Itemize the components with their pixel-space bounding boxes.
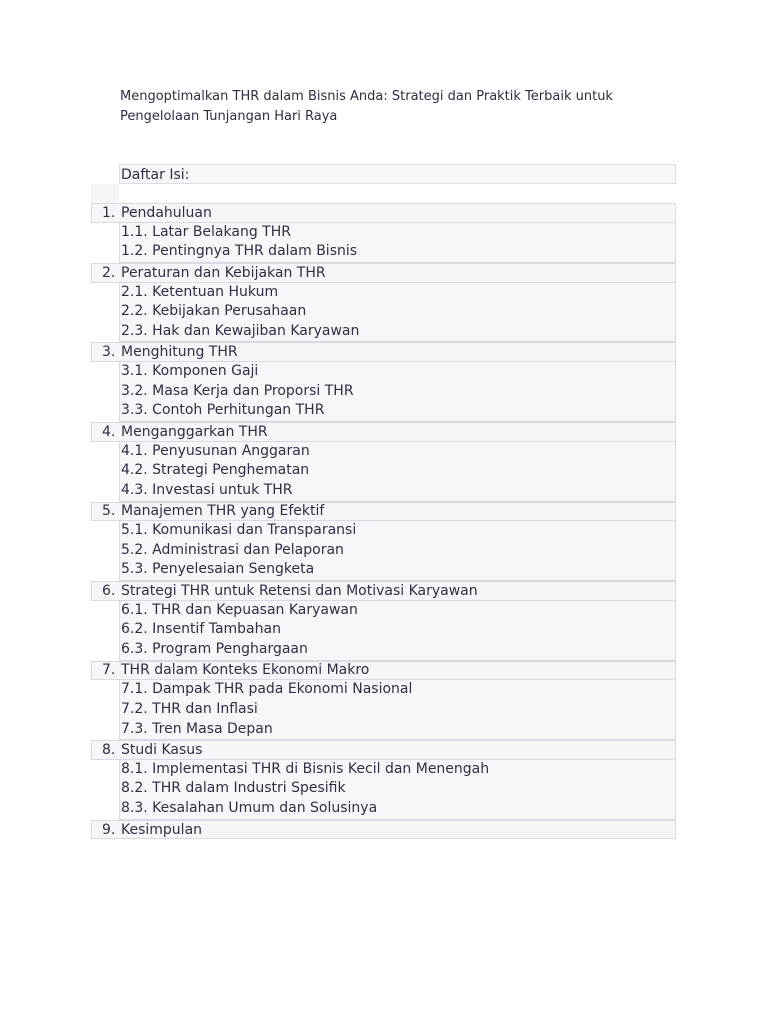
toc-subsection-item: 2.1. Ketentuan Hukum — [121, 283, 279, 300]
toc-chapter-row — [91, 661, 676, 681]
toc-subsection-item: 2.3. Hak dan Kewajiban Karyawan — [121, 322, 360, 339]
toc-section — [91, 263, 676, 343]
table-of-contents — [91, 203, 676, 839]
toc-subsection-item: 4.3. Investasi untuk THR — [121, 481, 293, 498]
toc-chapter-number: 8. — [102, 742, 116, 758]
toc-subsection-item: 1.1. Latar Belakang THR — [121, 223, 291, 240]
toc-chapter-row — [91, 581, 676, 601]
toc-chapter-number-cell — [92, 742, 120, 758]
toc-section — [91, 422, 676, 502]
toc-chapter-number-cell — [92, 662, 120, 678]
toc-subsection-item: 3.1. Komponen Gaji — [121, 363, 259, 380]
toc-section — [91, 661, 676, 741]
toc-chapter-number: 5. — [102, 503, 116, 520]
toc-chapter-row — [91, 342, 676, 362]
toc-subsection-list — [119, 362, 676, 422]
toc-chapter-label: Peraturan dan Kebijakan THR — [121, 264, 326, 281]
toc-subsection-item: 8.2. THR dalam Industri Spesifik — [121, 780, 346, 797]
toc-subsection-list — [119, 223, 676, 263]
toc-chapter-number-cell — [92, 205, 120, 221]
toc-chapter-number-cell — [92, 265, 120, 281]
toc-chapter-label: Kesimpulan — [121, 821, 203, 838]
toc-chapter-label: Manajemen THR yang Efektif — [121, 503, 325, 520]
toc-subsection-item: 7.2. THR dan Inflasi — [121, 700, 258, 717]
toc-subsection-item: 3.3. Contoh Perhitungan THR — [121, 402, 325, 419]
toc-chapter-number: 9. — [102, 821, 116, 838]
toc-chapter-number-cell — [92, 344, 120, 360]
toc-heading-cell — [119, 164, 676, 184]
toc-chapter-row — [91, 203, 676, 223]
toc-chapter-number-cell — [92, 503, 120, 519]
toc-section — [91, 342, 676, 422]
toc-chapter-number: 2. — [102, 264, 116, 281]
page-title: Mengoptimalkan THR dalam Bisnis Anda: Strategi dan Praktik Terbaik untuk Pengelolaan Tunjangan Hari Raya — [120, 89, 613, 124]
toc-chapter-number: 7. — [102, 662, 116, 679]
toc-subsection-list — [119, 283, 676, 343]
toc-chapter-label: Strategi THR untuk Retensi dan Motivasi Karyawan — [121, 582, 478, 599]
toc-chapter-label: Pendahuluan — [121, 204, 212, 221]
toc-subsection-item: 8.1. Implementasi THR di Bisnis Kecil dan Menengah — [121, 760, 490, 777]
toc-section — [91, 740, 676, 820]
toc-subsection-list — [119, 601, 676, 661]
toc-section — [91, 820, 676, 840]
toc-chapter-number: 4. — [102, 423, 116, 440]
toc-subsection-item: 7.1. Dampak THR pada Ekonomi Nasional — [121, 681, 413, 698]
toc-subsection-item: 5.1. Komunikasi dan Transparansi — [121, 522, 357, 539]
toc-subsection-item: 6.2. Insentif Tambahan — [121, 621, 281, 638]
toc-subsection-item: 4.2. Strategi Penghematan — [121, 462, 310, 479]
toc-chapter-number-cell — [92, 822, 120, 838]
toc-subsection-item: 6.1. THR dan Kepuasan Karyawan — [121, 601, 358, 618]
toc-chapter-row — [91, 263, 676, 283]
toc-section — [91, 581, 676, 661]
toc-chapter-label: Menganggarkan THR — [121, 423, 268, 440]
toc-subsection-list — [119, 680, 676, 740]
toc-chapter-label: THR dalam Konteks Ekonomi Makro — [121, 662, 370, 679]
toc-subsection-list — [119, 521, 676, 581]
toc-subsection-item: 8.3. Kesalahan Umum dan Solusinya — [121, 800, 378, 817]
toc-chapter-row — [91, 422, 676, 442]
toc-chapter-number: 3. — [102, 344, 116, 361]
toc-chapter-number: 6. — [102, 582, 116, 599]
toc-chapter-row — [91, 502, 676, 522]
toc-subsection-item: 3.2. Masa Kerja dan Proporsi THR — [121, 382, 354, 399]
toc-chapter-number-cell — [92, 583, 120, 599]
toc-subsection-list — [119, 442, 676, 502]
toc-subsection-item: 1.2. Pentingnya THR dalam Bisnis — [121, 243, 358, 260]
toc-subsection-item: 7.3. Tren Masa Depan — [121, 720, 273, 737]
toc-subsection-list — [119, 760, 676, 820]
toc-subsection-item: 5.2. Administrasi dan Pelaporan — [121, 541, 344, 558]
toc-subsection-item: 2.2. Kebijakan Perusahaan — [121, 303, 307, 320]
toc-chapter-row — [91, 740, 676, 760]
toc-section — [91, 502, 676, 582]
toc-chapter-row — [91, 820, 676, 840]
toc-chapter-number-cell — [92, 424, 120, 440]
toc-chapter-number: 1. — [102, 204, 116, 221]
toc-subsection-item: 4.1. Penyusunan Anggaran — [121, 442, 310, 459]
toc-heading: Daftar Isi: — [121, 167, 190, 183]
toc-chapter-label: Studi Kasus — [121, 742, 203, 758]
toc-chapter-label: Menghitung THR — [121, 344, 238, 361]
table-spacer-cell — [91, 184, 119, 203]
toc-section — [91, 203, 676, 263]
toc-subsection-item: 6.3. Program Penghargaan — [121, 641, 308, 657]
toc-subsection-item: 5.3. Penyelesaian Sengketa — [121, 561, 315, 578]
